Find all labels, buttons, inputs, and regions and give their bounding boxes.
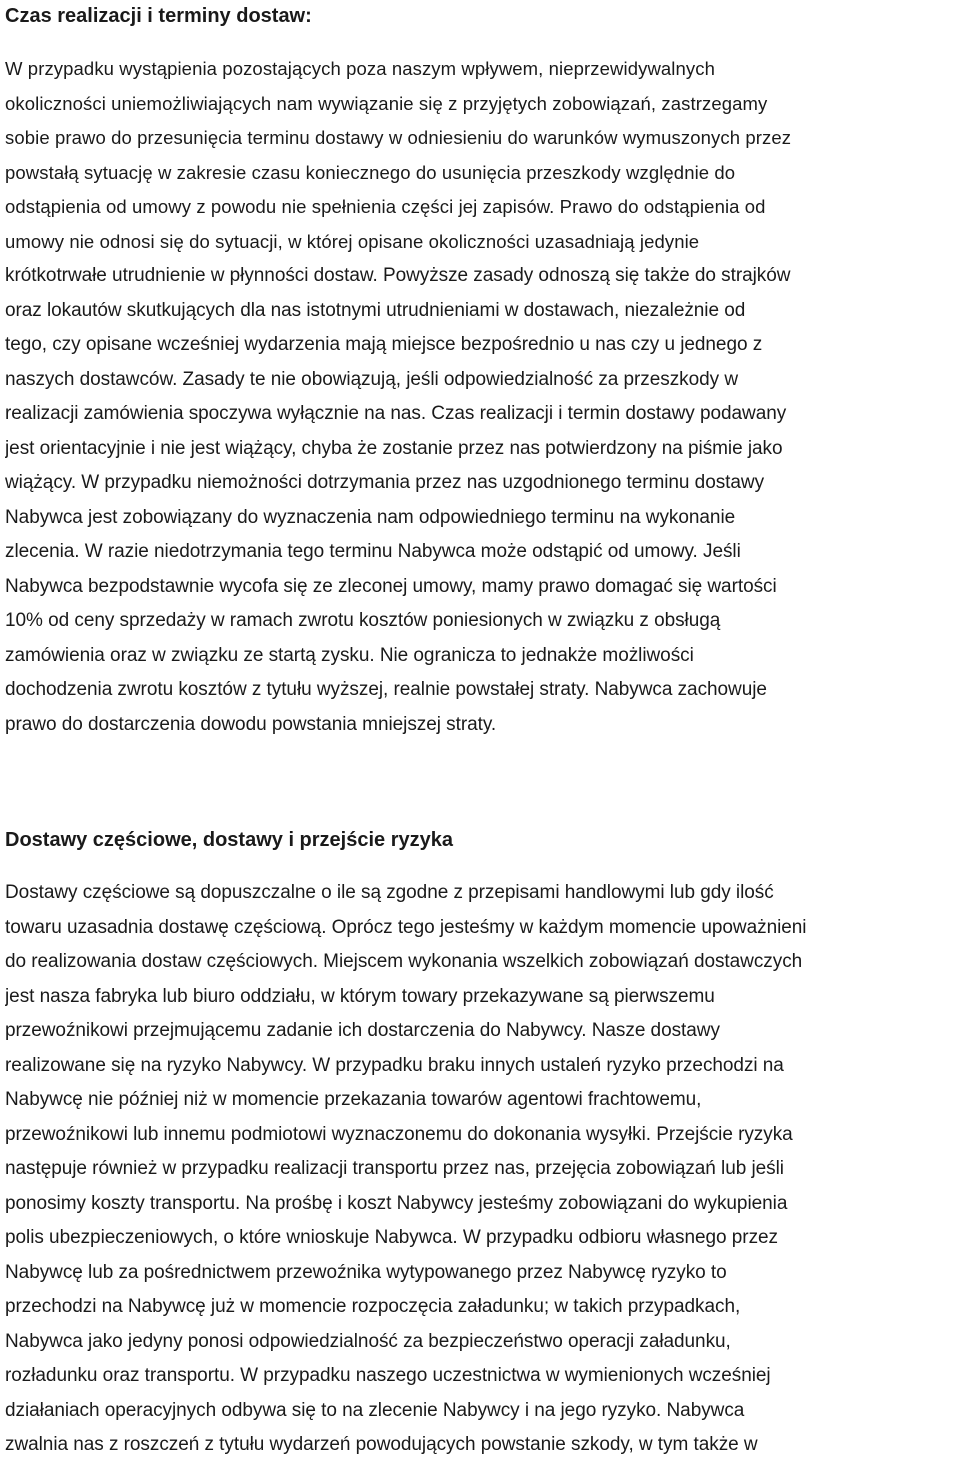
text-line: tego, czy opisane wcześniej wydarzenia mają miejsce bezpośrednio u nas czy u jednego z bbox=[5, 334, 763, 355]
text-line: rozładunku oraz transportu. W przypadku naszego uczestnictwa w wymienionych wcześniej bbox=[5, 1365, 771, 1386]
text-line: Nabywca jako jedyny ponosi odpowiedzialność za bezpieczeństwo operacji załadunku, bbox=[5, 1330, 731, 1352]
text-line: przechodzi na Nabywcę już w momencie rozpoczęcia załadunku; w takich przypadkach, bbox=[5, 1296, 741, 1317]
paragraph-partial-deliveries bbox=[5, 876, 957, 1463]
text-line: Dostawy częściowe są dopuszczalne o ile są zgodne z przepisami handlowymi lub gdy ilość bbox=[5, 882, 774, 903]
text-line: W przypadku wystąpienia pozostających poza naszym wpływem, nieprzewidywalnych bbox=[5, 58, 715, 79]
text-line: Nabywca jest zobowiązany do wyznaczenia nam odpowiedniego terminu na wykonanie bbox=[5, 506, 736, 528]
text-line: Nabywcę nie później niż w momencie przekazania towarów agentowi frachtowemu, bbox=[5, 1089, 702, 1110]
section-heading-delivery-times: Czas realizacji i terminy dostaw: bbox=[5, 5, 312, 27]
text-line: wiążący. W przypadku niemożności dotrzymania przez nas uzgodnionego terminu dostawy bbox=[5, 472, 765, 493]
text-line: krótkotrwałe utrudnienie w płynności dostaw. Powyższe zasady odnoszą się także do strajków bbox=[5, 265, 791, 286]
text-line: realizowane się na ryzyko Nabywcy. W przypadku braku innych ustaleń ryzyko przechodzi na bbox=[5, 1054, 784, 1076]
text-line: ponosimy koszty transportu. Na prośbę i koszt Nabywcy jesteśmy zobowiązani do wykupienia bbox=[5, 1192, 788, 1214]
text-line: realizacji zamówienia spoczywa wyłącznie na nas. Czas realizacji i termin dostawy podawany bbox=[5, 403, 787, 424]
text-line: następuje również w przypadku realizacji transportu przez nas, przejęcia zobowiązań lub jeśli bbox=[5, 1158, 784, 1179]
text-line: 10% od ceny sprzedaży w ramach zwrotu kosztów poniesionych w związku z obsługą bbox=[5, 610, 721, 631]
text-line: umowy nie odnosi się do sytuacji, w której opisane okoliczności uzasadniają jedynie bbox=[5, 230, 700, 252]
text-line: przewoźnikowi lub innemu podmiotowi wyznaczonemu do dokonania wysyłki. Przejście ryzyka bbox=[5, 1123, 793, 1145]
text-line: jest orientacyjnie i nie jest wiążący, chyba że zostanie przez nas potwierdzony na piśmie jako bbox=[5, 437, 783, 459]
text-line: naszych dostawców. Zasady te nie obowiązują, jeśli odpowiedzialność za przeszkody w bbox=[5, 368, 739, 390]
text-line: działaniach operacyjnych odbywa się to na zlecenie Nabywcy i na jego ryzyko. Nabywca bbox=[5, 1399, 745, 1421]
text-line: sobie prawo do przesunięcia terminu dostawy w odniesieniu do warunków wymuszonych przez bbox=[5, 127, 792, 148]
text-line: zwalnia nas z roszczeń z tytułu wydarzeń powodujących powstanie szkody, w tym także w bbox=[5, 1434, 758, 1455]
text-line: do realizowania dostaw częściowych. Miejscem wykonania wszelkich zobowiązań dostawczych bbox=[5, 951, 803, 972]
section-heading-partial-deliveries: Dostawy częściowe, dostawy i przejście ryzyka bbox=[5, 829, 453, 851]
paragraph-delivery-times bbox=[5, 52, 957, 742]
text-line: odstąpienia od umowy z powodu nie spełnienia części jej zapisów. Prawo do odstąpienia od bbox=[5, 196, 766, 217]
text-line: prawo do dostarczenia dowodu powstania mniejszej straty. bbox=[5, 713, 497, 735]
text-line: zlecenia. W razie niedotrzymania tego terminu Nabywca może odstąpić od umowy. Jeśli bbox=[5, 541, 741, 562]
text-line: zamówienia oraz w związku ze startą zysku. Nie ogranicza to jednakże możliwości bbox=[5, 644, 694, 666]
text-line: dochodzenia zwrotu kosztów z tytułu wyższej, realnie powstałej straty. Nabywca zachowuje bbox=[5, 679, 767, 700]
text-line: towaru uzasadnia dostawę częściową. Oprócz tego jesteśmy w każdym momencie upoważnieni bbox=[5, 916, 807, 938]
text-line: oraz lokautów skutkujących dla nas istotnymi utrudnieniami w dostawach, niezależnie od bbox=[5, 299, 746, 321]
text-line: powstałą sytuację w zakresie czasu koniecznego do usunięcia przeszkody względnie do bbox=[5, 161, 736, 183]
text-line: okoliczności uniemożliwiających nam wywiązanie się z przyjętych zobowiązań, zastrzegamy bbox=[5, 92, 768, 114]
text-line: przewoźnikowi przejmującemu zadanie ich dostarczenia do Nabywcy. Nasze dostawy bbox=[5, 1020, 720, 1041]
text-line: Nabywcę lub za pośrednictwem przewoźnika wytypowanego przez Nabywcę ryzyko to bbox=[5, 1261, 727, 1283]
text-line: polis ubezpieczeniowych, o które wnioskuje Nabywca. W przypadku odbioru własnego przez bbox=[5, 1227, 778, 1248]
text-line: jest nasza fabryka lub biuro oddziału, w którym towary przekazywane są pierwszemu bbox=[5, 985, 715, 1007]
text-line: Nabywca bezpodstawnie wycofa się ze zleconej umowy, mamy prawo domagać się wartości bbox=[5, 575, 777, 597]
